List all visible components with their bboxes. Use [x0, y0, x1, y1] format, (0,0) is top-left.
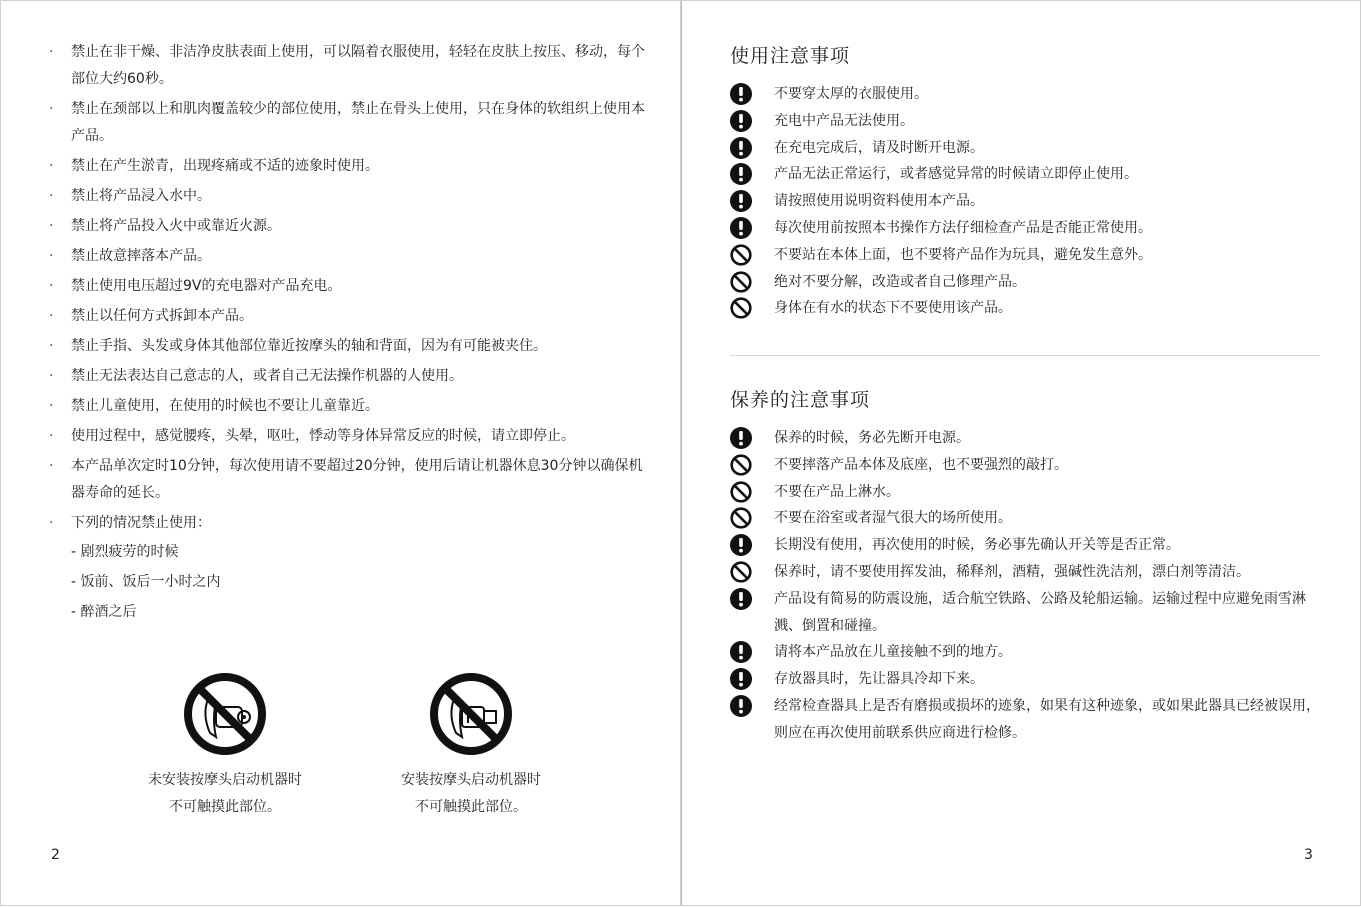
warning-icon	[730, 668, 752, 690]
sub-list-item: - 醉酒之后	[71, 604, 137, 620]
note-item	[730, 559, 1320, 586]
figure-caption-line2: 不可触摸此部位。	[415, 799, 527, 815]
list-item: · 禁止无法表达自己意志的人，或者自己无法操作机器的人使用。	[49, 363, 649, 390]
note-item	[730, 108, 1320, 135]
prohibited-icon	[730, 271, 752, 293]
note-item	[730, 215, 1320, 242]
no-touch-device-icon	[428, 671, 514, 757]
note-text: 请将本产品放在儿童接触不到的地方。	[774, 644, 1012, 661]
list-item: · 禁止在颈部以上和肌肉覆盖较少的部位使用，禁止在骨头上使用，只在身体的软组织上使用本产品。	[49, 96, 649, 150]
note-item	[730, 666, 1320, 693]
figure-caption-line1: 安装按摩头启动机器时	[401, 772, 541, 788]
list-item: · 禁止儿童使用，在使用的时候也不要让儿童靠近。	[49, 393, 649, 420]
page-number: 3	[1304, 847, 1313, 863]
maintenance-notes-list	[730, 425, 1320, 747]
note-text: 在充电完成后，请及时断开电源。	[774, 139, 984, 156]
warning-icon	[730, 110, 752, 132]
figure-no-head	[105, 671, 345, 821]
note-item	[730, 81, 1320, 108]
note-item	[730, 295, 1320, 322]
left-page	[0, 0, 681, 906]
prohibited-icon	[730, 244, 752, 266]
sub-list-item: - 饭前、饭后一小时之内	[71, 574, 221, 590]
note-text: 不要在产品上淋水。	[774, 483, 900, 500]
note-text: 请按照使用说明资料使用本产品。	[774, 193, 984, 210]
prohibition-list	[49, 39, 649, 540]
list-item: · 禁止故意摔落本产品。	[49, 243, 649, 270]
warning-icon	[730, 83, 752, 105]
note-item	[730, 693, 1320, 747]
note-item	[730, 505, 1320, 532]
warning-icon	[730, 695, 752, 717]
list-item: · 禁止在产生淤青，出现疼痛或不适的迹象时使用。	[49, 153, 649, 180]
list-item: · 禁止使用电压超过9V的充电器对产品充电。	[49, 273, 649, 300]
note-text: 不要穿太厚的衣服使用。	[774, 86, 928, 102]
list-item: · 禁止手指、头发或身体其他部位靠近按摩头的轴和背面，因为有可能被夹住。	[49, 333, 649, 360]
page-number: 2	[51, 847, 60, 863]
warning-icon	[730, 137, 752, 159]
figure-caption-line1: 未安装按摩头启动机器时	[148, 772, 302, 788]
note-text: 经常检查器具上是否有磨损或损坏的迹象，如果有这种迹象，或如果此器具已经被误用，则应在再次使用前联系供应商进行检修。	[774, 697, 1320, 741]
warning-icon	[730, 163, 752, 185]
note-text: 身体在有水的状态下不要使用该产品。	[774, 300, 1012, 317]
list-item: · 禁止将产品浸入水中。	[49, 183, 649, 210]
prohibited-icon	[730, 454, 752, 476]
prohibited-icon	[730, 481, 752, 503]
note-item	[730, 452, 1320, 479]
note-text: 产品无法正常运行，或者感觉异常的时候请立即停止使用。	[774, 166, 1138, 183]
note-item	[730, 161, 1320, 188]
note-text: 保养时，请不要使用挥发油，稀释剂，酒精，强碱性洗洁剂，漂白剂等清洁。	[774, 563, 1250, 580]
no-touch-device-icon	[182, 671, 268, 757]
condition-sub-list	[71, 537, 221, 627]
section-divider	[730, 355, 1320, 356]
note-text: 存放器具时，先让器具冷却下来。	[774, 671, 984, 688]
warning-icon	[730, 217, 752, 239]
list-item: · 下列的情况禁止使用：	[49, 510, 649, 537]
list-item: · 禁止以任何方式拆卸本产品。	[49, 303, 649, 330]
note-text: 不要摔落产品本体及底座，也不要强烈的敲打。	[774, 456, 1068, 473]
note-item	[730, 425, 1320, 452]
note-item	[730, 479, 1320, 506]
section-title-usage: 使用注意事项	[730, 45, 851, 67]
note-text: 不要在浴室或者湿气很大的场所使用。	[774, 510, 1012, 527]
note-text: 充电中产品无法使用。	[774, 112, 914, 129]
note-text: 保养的时候，务必先断开电源。	[774, 430, 970, 446]
note-item	[730, 532, 1320, 559]
note-text: 不要站在本体上面，也不要将产品作为玩具，避免发生意外。	[774, 246, 1152, 263]
list-item: · 本产品单次定时10分钟，每次使用请不要超过20分钟，使用后请让机器休息30分钟以确保机器寿命的延长。	[49, 453, 649, 507]
note-text: 产品设有简易的防震设施，适合航空铁路、公路及轮船运输。运输过程中应避免雨雪淋溅、倒置和碰撞。	[774, 590, 1306, 634]
right-page	[681, 0, 1361, 906]
note-item	[730, 586, 1320, 640]
list-item: · 使用过程中，感觉腰疼，头晕，呕吐，悸动等身体异常反应的时候，请立即停止。	[49, 423, 649, 450]
warning-icon	[730, 190, 752, 212]
list-item: · 禁止在非干燥、非洁净皮肤表面上使用，可以隔着衣服使用，轻轻在皮肤上按压、移动，每个部位大约60秒。	[49, 39, 649, 93]
note-item	[730, 135, 1320, 162]
note-item	[730, 242, 1320, 269]
list-item: · 禁止将产品投入火中或靠近火源。	[49, 213, 649, 240]
sub-list-item: - 剧烈疲劳的时候	[71, 544, 179, 560]
prohibited-icon	[730, 561, 752, 583]
usage-notes-list	[730, 81, 1320, 322]
warning-icon	[730, 534, 752, 556]
note-item	[730, 269, 1320, 296]
figure-with-head	[351, 671, 591, 821]
note-text: 长期没有使用，再次使用的时候，务必事先确认开关等是否正常。	[774, 537, 1180, 554]
prohibited-icon	[730, 297, 752, 319]
note-item	[730, 188, 1320, 215]
warning-icon	[730, 588, 752, 610]
note-item	[730, 639, 1320, 666]
prohibited-icon	[730, 507, 752, 529]
section-title-maintenance: 保养的注意事项	[730, 389, 871, 411]
note-text: 每次使用前按照本书操作方法仔细检查产品是否能正常使用。	[774, 219, 1152, 236]
warning-icon	[730, 427, 752, 449]
figure-caption-line2: 不可触摸此部位。	[169, 799, 281, 815]
note-text: 绝对不要分解，改造或者自己修理产品。	[774, 273, 1026, 290]
warning-icon	[730, 641, 752, 663]
